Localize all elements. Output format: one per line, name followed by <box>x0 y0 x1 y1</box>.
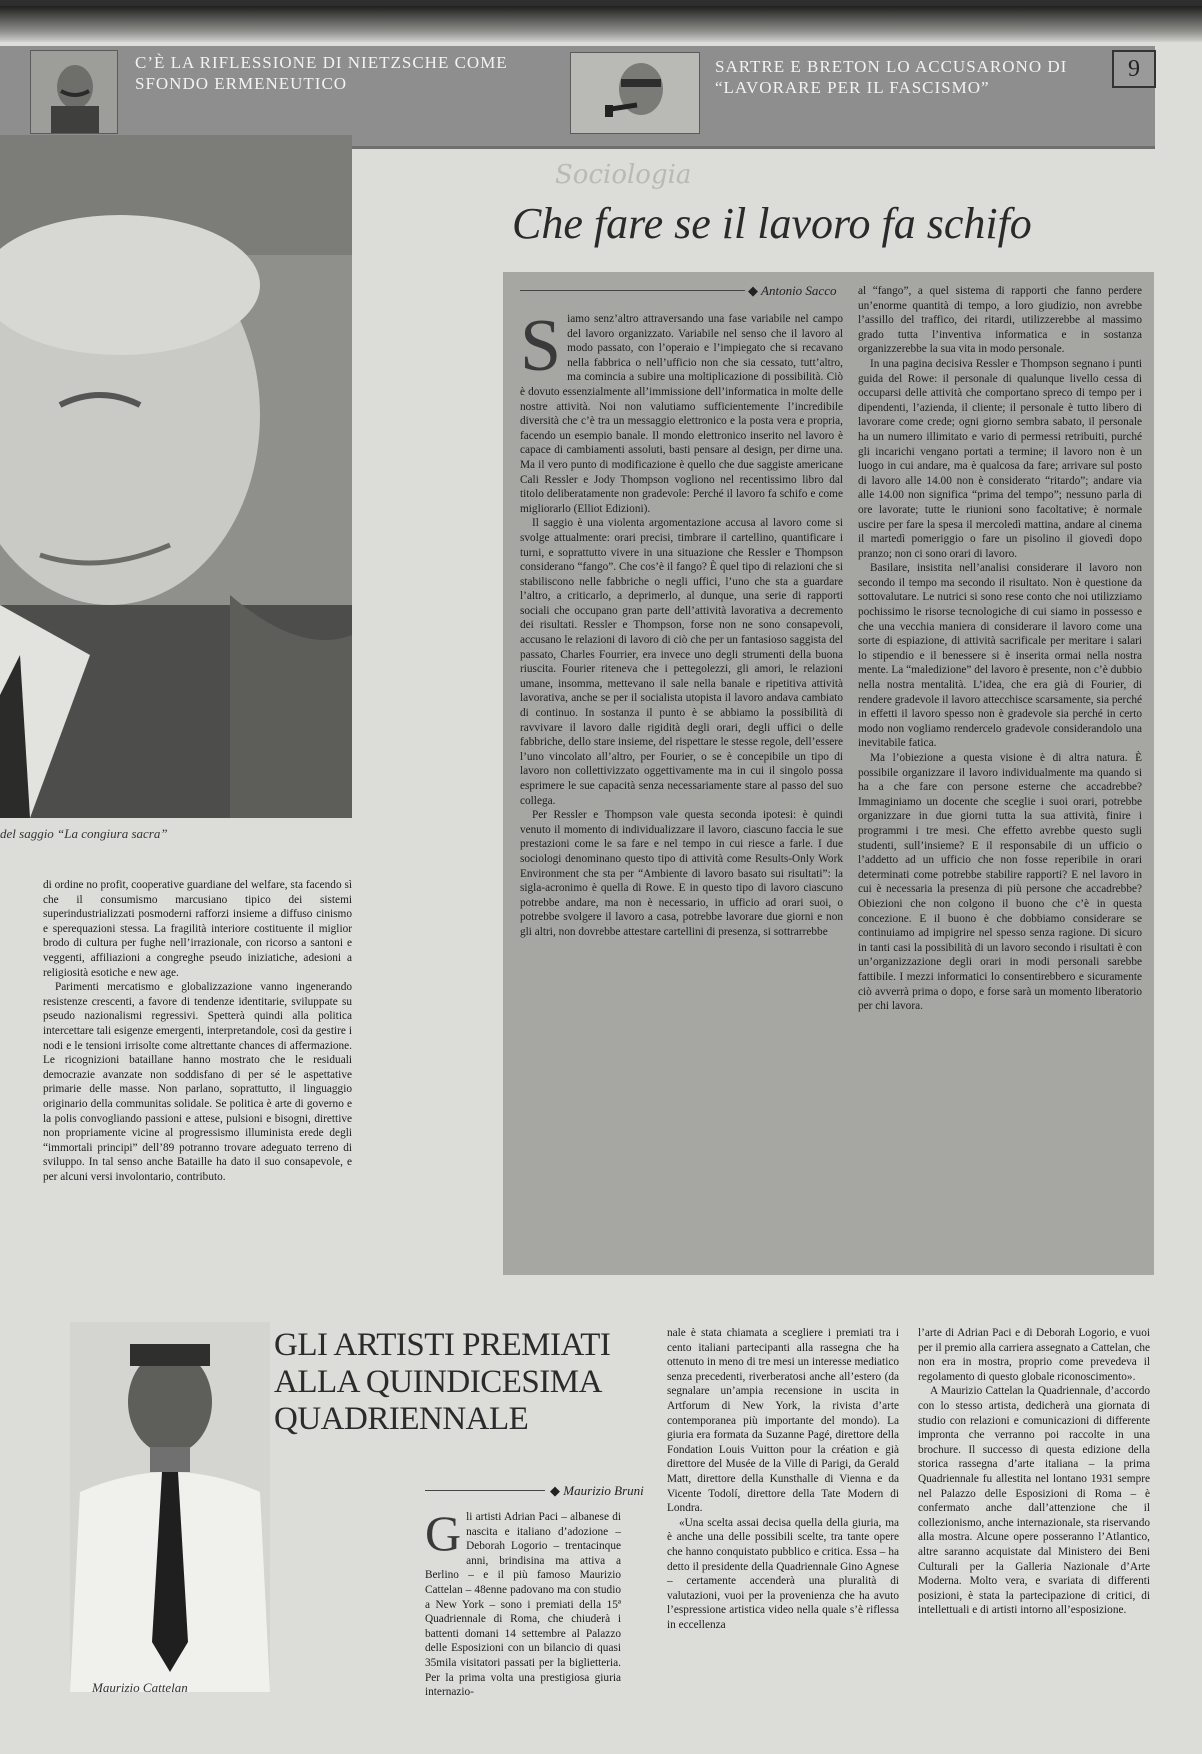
article-col1-paragraph-2: Il saggio è una violenta argomentazione accusa al lavoro come si svolge attualmente: orari precisi, timbrare il cartellino, quantificare i turni, e soprattutto vivere in una situazione che Ressler e Thompson considerano “fango”. Che cos’è il fango? È quel tipo di relazioni che si stabiliscono nelle fabbriche o negli uffici, l’uno che sta a guardare l’altro, a criticarlo, a deprimerlo, al dunque, una serie di rapporti sociali che occupano gran parte dell’attività lavorativa a decremento dei risultati. Ressler e Thompson, forse non ne sono consapevoli, accusano le relazioni di lavoro di ciò che per un fantasioso saggista del passato, Charles Fourrier, era invece uno degli strumenti della buona riuscita. Fourier riteneva che i pettegolezzi, gli amori, le relazioni umane, insomma, mettevano il sale nella banale e ripetitiva attività lavorativa, anche se per il socialista utopista il lavoro andava cambiato di continuo. In sostanza il punto è se abbiamo la possibilità di ravvivare il lavoro dalle rigidità degli orari, degli uffici o delle fabbriche, dello stare insieme, del rispettare le stesse regole, dell’essere l’uno vincolato all’altro, per Fourier, o se è concepibile un tipo di lavoro non collettivizzato oggettivamente ma in cui il singolo possa esprimere le sue capacità senza necessariamente stare al passo del suo collega. <box>520 517 843 807</box>
header-left-text: C’È LA RIFLESSIONE DI NIETZSCHE COME SFONDO ERMENEUTICO <box>135 53 508 93</box>
photo-caption: del saggio “La congiura sacra” <box>0 826 168 841</box>
article-kicker: Sociologia <box>555 160 692 190</box>
header-right-text: SARTRE E BRETON LO ACCUSARONO DI “LAVORARE PER IL FASCISMO” <box>715 57 1068 97</box>
portrait-caption: Maurizio Cattelan <box>92 1680 188 1695</box>
article-col2-paragraph-4: Ma l’obiezione a questa visione è di altra natura. È possibile organizzare il lavoro individualmente ma quando si ha a che fare con persone esterne che accadrebbe? Immaginiamo un docente che sceglie i suoi orari, potrebbe organizzare in due giorni tutta la sua attività, finire i programmi i tre mesi. Che effetto avrebbe questo sugli studenti, sull’insieme? E il responsabile di un ufficio o l’addetto ad un ufficio che non fosse reperibile in orari determinati come potrebbe stabilire rapporti? E nel lavoro in cui è necessaria la presenza di più persone che accadrebbe? Obiezioni che non colgono il buono che c’è in questa concezione. E il buono è che dobbiamo considerare se continuiamo ad impigrire nel spesso senza ragione. Di sicuro in tanti casi la possibilità di un lavoro secondo i risultati è con un’organizzazione degli orari in modi personali sarebbe fattibile. I mezzi informatici lo consentirebbero e sicuramente ciò avverrà prima o dopo, e forse sarà un momento liberatorio per chi lavora. <box>858 752 1142 1013</box>
page-header <box>0 46 1155 149</box>
section-byline: ◆ Maurizio Bruni <box>550 1483 644 1498</box>
sartre-thumbnail <box>570 52 700 134</box>
article-col2-paragraph-2: In una pagina decisiva Ressler e Thompson segnano i punti guida del Rowe: il personale di qualunque livello cessa di occuparsi delle attività che comportano spreco di tempo per i dipendenti, l’azienda, il cliente; il personale è tutto libero di lavorare come crede; ogni giorno sembra sabato, il personale ha un numero illimitato e vario di permessi retribuiti, purché gli incarichi vengano portati a termine; il lavoro non è un luogo in cui andare, ma è qualcosa da fare; arrivare sul posto di lavoro alle 14.00 non è considerato “ritardo”; andare via alle 14.00 non significa “prima del tempo”; nessuno parla di ore lavorate; tutte le riunioni sono facoltative; è normale uscire per fare la spesa il mercoledì mattina, andare al cinema il martedì pomeriggio o fare un pisolino il giovedì dopo pranzo; non ci sono orari di lavoro. <box>858 357 1142 560</box>
byline-rule <box>520 290 745 291</box>
article-column-1 <box>520 312 843 1264</box>
cattelan-portrait <box>70 1322 270 1692</box>
article-dropcap: S <box>520 312 562 387</box>
section-byline-rule <box>425 1490 545 1491</box>
section-col3-paragraph-1: l’arte di Adrian Paci e di Deborah Logorio, e vuoi per il premio alla carriera assegnato a Cattelan, che non era in mostra, proprio come prevedeva il regolamento di questo globale riconoscimento». <box>918 1327 1150 1383</box>
section-col2-paragraph-1: nale è stata chiamata a scegliere i premiati tra i cento italiani partecipanti alla rassegna che ha ottenuto in meno di tre mesi un interesse mediatico senza precedenti, riverberatosi anche all’estero (da segnalare un’ampia recensione in uscita in Artforum di New York, la rivista d’arte contemporanea più importante del mondo). La giuria era formata da Suzanne Pagé, direttore della Fondation Louis Vuitton pour la création e già direttore del Musée de la Ville di Parigi, da Gerald Matt, direttore della Kunsthalle di Vienna e da Vicente Todolí, direttore della Tate Modern di Londra. <box>667 1327 899 1515</box>
section-col2-paragraph-2: «Una scelta assai decisa quella della giuria, ma è anche una delle possibili scelte, tra tante opere che hanno conquistato pubblico e critica. Essa – ha detto il presidente della Quadriennale Gino Agnese – certamente accenderà una pluralità di valutazioni, vuoi per la provenienza che ha avuto l’espressione artistica video nella quale s’è riflessa in eccellenza <box>667 1516 899 1631</box>
article-col2-paragraph-3: Basilare, insistita nell’analisi considerare il lavoro non secondo il tempo ma secondo il risultato. Non è questione da sottovalutare. Le nutrici si sono rese conto che noi utilizziamo pochissimo le risorse tecnologiche di cui siamo in possesso e che una vecchia maniera di considerare il lavoro come una sorte di espiazione, di attività sacrificale per meritare i salari lo stipendio e il benessere si è inserita ormai nella nostra mente. La “maledizione” del lavoro è presente, non c’è dubbio nella nostra mentalità. L’idea, che era già di Fourier, di rendere gradevole il lavoro attecchisce scarsamente, sia perché in effetti il lavoro spesso non è gradevole sia perché in certo modo non vogliamo rendercelo gradevole considerandolo una inevitabile fatica. <box>858 562 1142 750</box>
section-column-2 <box>667 1326 899 1711</box>
section-col1-paragraph-1: Gli artisti Adrian Paci – albanese di nascita e italiano d’adozione – Deborah Logorio – trentacinque anni, brindisina ma attiva a Berlino – e il più famoso Maurizio Cattelan – 48enne padovano ma con studio a New York – sono i premiati della 15ª Quadriennale di Roma, che chiuderà i battenti domani 14 settembre al Palazzo delle Esposizioni con un bilancio di quasi 35mila visitatori passati per la biglietteria. Per la prima volta una prestigiosa giuria internazio- <box>425 1510 621 1699</box>
section-col3-paragraph-2: A Maurizio Cattelan la Quadriennale, d’accordo con lo stesso artista, dedicherà una giornata di studio con relazioni e comunicazioni di differente impronta che verranno poi raccolte in una brochure. Il successo di questa edizione della storica rassegna d’arte italiana – la prima Quadriennale fu allestita nel lontano 1931 sempre nel Palazzo delle Esposizioni di Roma – è confermato anche dall’attenzione che il collezionismo, anche internazionale, sta riservando alla mostra. Alcune opere posseranno l’Atlantico, altre saranno acquistate dal Ministero dei Beni Culturali per la Galleria Nazionale d’Arte Moderna. Molto vera, e svariata di differenti posizioni, è stata la partecipazione di critici, di intellettuali e di artisti intorno all’esposizione. <box>918 1385 1150 1617</box>
page-top-shadow <box>0 6 1202 42</box>
section-column-1 <box>425 1510 621 1710</box>
portrait-photo <box>0 135 352 818</box>
left-paragraph-2: Parimenti mercatismo e globalizzazione vanno ingenerando resistenze crescenti, a favore di tendenze identitarie, sviluppate su pseudo nazionalismi regressivi. Spetterà quindi alla politica intercettare tali esigenze emergenti, interpretandole, così da gestire i nodi e le tensioni irrisolte come altrettante chances di affermazione. Le ricognizioni bataillane hanno mostrato che le residuali democrazie avanzate non soddisfano di per sé le aspettative primarie delle masse. Non parlano, soprattutto, il linguaggio originario della communitas solidale. Se politica è arte di governo e la polis convogliando passioni e attese, pulsioni e bisogni, direttive non propriamente vicine al progressismo illuminista erede degli “immortali principi” dell’89 potranno trovare adeguato terreno di sviluppo. In tal senso anche Bataille ha dato il suo consapevole, e per alcuni versi involontario, contributo. <box>43 981 352 1183</box>
article-col1-paragraph-1: Siamo senz’altro attraversando una fase variabile nel campo del lavoro organizzato. Variabile nel senso che il lavoro al modo passato, con l’operaio e l’impiegato che si recavano nella fabbrica o nell’ufficio non che sia cessato, tutt’altro, ma comincia a subire una moltiplicazione di possibilità. Ciò è dovuto essenzialmente all’immissione dell’informatica in molte delle nostre attività. Noi non valutiamo sufficientemente l’incredibile diversità che c’è tra un messaggio elettronico e la posta vera e propria, facendo un esempio banale. Il mondo elettronico inserito nel lavoro è capace di cambiamenti assoluti, basti pensare al design, per dirne una. Ma il vero punto di modificazione è quello che due saggiste americane Cali Ressler e Jody Thompson vogliono nel recentissimo libro dal titolo deliberatamente non gradevole: Perché il lavoro fa schifo e come migliorarlo (Elliot Edizioni). <box>520 312 843 515</box>
nietzsche-thumbnail <box>30 50 118 134</box>
left-paragraph-1: di ordine no profit, cooperative guardiane del welfare, sta facendo sì che il consumismo marcusiano tipico dei sistemi superindustrializzati posmoderni rafforzi insieme a diffuso cinismo e sperequazioni stessa. La fragilità interiore costituente il miglior brodo di cultura per fughe nell’irrazionale, con ricorso a santoni e veggenti, affiliazioni a congreghe pseudo iniziatiche, adesioni a religiosità esotiche e new age. <box>43 879 352 979</box>
left-text-column <box>43 878 352 1268</box>
section-title: GLI ARTISTI PREMIATI ALLA QUINDICESIMA QUADRIENNALE <box>274 1327 611 1437</box>
article-headline: Che fare se il lavoro fa schifo <box>512 199 1032 248</box>
article-byline: ◆ Antonio Sacco <box>748 283 837 298</box>
section-author: Maurizio Bruni <box>563 1483 644 1498</box>
page-number: 9 <box>1112 50 1156 88</box>
section-column-3 <box>918 1326 1150 1691</box>
article-column-2 <box>858 284 1142 1264</box>
article-author: Antonio Sacco <box>761 283 837 298</box>
article-col1-paragraph-3: Per Ressler e Thompson vale questa seconda ipotesi: è quindi venuto il momento di individualizzare il lavoro, ciascuno faccia le sue prestazioni come le sa fare e nel tempo in cui riesce a farle. I due sociologi denominano questo tipo di attività come Results-Only Work Environment che sta per “Ambiente di lavoro basato sui risultati”: la sigla-acronimo è quella di Rowe. E in questo tipo di lavoro ciascuno potrebbe andare, ma non è necessario, in ufficio ad orari suoi, o potrebbe svolgere il lavoro a casa, potrebbe lavorare due giorni e non gli altri, non dovrebbe attestare cartellini di presenza, si sottrarrebbe <box>520 809 843 938</box>
article-col2-paragraph-1: al “fango”, a quel sistema di rapporti che fanno perdere un’enorme quantità di tempo, a loro giudizio, non avrebbe l’assillo del traffico, dei ritardi, utilizzerebbe al massimo grado tutta l’inventiva informatica e in sostanza organizzerebbe la sua vita in modo personale. <box>858 285 1142 356</box>
section-dropcap: G <box>425 1510 462 1561</box>
